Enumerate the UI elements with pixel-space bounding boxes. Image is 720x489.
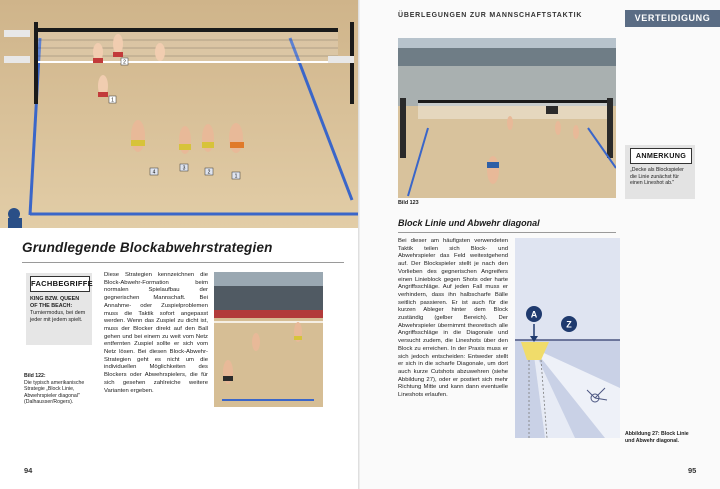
tactics-diagram: [515, 238, 620, 438]
photo-block-line: [214, 272, 323, 407]
subsection-divider: [398, 232, 616, 233]
photo-caption-left: [24, 373, 94, 406]
section-title: Grundlegende Blockabwehrstrategien: [22, 240, 273, 255]
subsection-title: Block Linie und Abwehr diagonal: [398, 218, 540, 228]
fachbegriffe-definition: Turniermodus, bei dem jeder mit jedem spielt.: [30, 310, 86, 323]
hero-marker-1: 1: [111, 97, 114, 104]
hero-marker-2: 2: [123, 59, 126, 66]
hero-marker-2b: 2: [207, 169, 211, 176]
hero-marker-3: 3: [182, 165, 186, 172]
photo-caption-right: Bild 123: [398, 200, 419, 206]
anmerkung-heading: ANMERKUNG: [630, 148, 692, 164]
page-number-left: 94: [24, 466, 33, 475]
section-divider: [22, 262, 344, 263]
fachbegriffe-text: [30, 296, 88, 324]
running-head: ÜBERLEGUNGEN ZUR MANNSCHAFTSTAKTIK: [398, 12, 583, 19]
hero-photo-beach-volleyball: [0, 0, 360, 228]
body-text-left: Diese Strategien kennzeichnen die Block-Abwehr-Formation beim normalen Spielaufbau der gegnerischen Mannschaft. Bei Annahme- oder Zuspielproblemen muss die Taktik sofort angepasst werden. Wenn das Zuspiel zu dicht ist, muss der Blocker direkt auf den Ball gehen und bei einem zu weit vom Netz entfernten Zuspiel sollte er sich vom Netz lösen. Bei diesen Block-Abwehr-Strategien geht es nicht um die individuellen Möglichkeiten des Blockers oder Abwehrspielers, die für sich gesehen zahlreiche weitere Varianten ergeben.: [104, 272, 208, 394]
photo-stadium-match: [398, 38, 616, 198]
figure-caption: Abbildung 27: Block Linie und Abwehr diagonal.: [625, 431, 689, 444]
chapter-tag: VERTEIDIGUNG: [625, 10, 720, 27]
fachbegriffe-heading: FACHBEGRIFFE: [30, 276, 90, 292]
hero-marker-1b: 1: [234, 173, 238, 180]
hero-marker-4: 4: [152, 169, 156, 176]
page-number-right: 95: [688, 466, 697, 475]
blocker-label: A: [530, 309, 538, 320]
caption-text: Die typisch amerikanische Strategie „Block Linie, Abwehrspieler diagonal" (Dalhausser/Rogers).: [24, 379, 85, 406]
defender-label: Z: [566, 319, 572, 330]
anmerkung-text: „Decke als Blockspieler die Linie zunächst für einen Lineshot ab.": [630, 167, 684, 187]
caption-label: Bild 122:: [24, 373, 46, 379]
body-text-right: Bei dieser am häufigsten verwendeten Taktik teilen sich Block- und Abwehrspieler das Feld weitestgehend auf. Der Blockspieler stellt je nach den Vorlieben des gegnerischen Angreifers einen Linieblock gegen Shots oder harte Angriffsschläge. Auf jeden Fall muss er verhindern, dass ihn halbscharfe Bälle seitlich passieren. Er ist auch für die kurzen Ableger hinter dem Block zuständig (gelber Bereich). Der Abwehrspieler übernimmt theoretisch alle Angriffsschläge in die Diagonale und versucht zudem, die Lineshots über den Block zu erreichen. In der Praxis muss er sich jedoch entscheiden: Entweder stellt er sich in die scharfe Diagonale, um dort auch kurze Cutshots abzuwehren (siehe Abbildung 27), oder er postiert sich mehr Richtung Mitte und kann dann eventuelle Lineshots erlaufen.: [398, 238, 508, 399]
fachbegriffe-term: KING BZW. QUEEN OF THE BEACH:: [30, 296, 80, 309]
